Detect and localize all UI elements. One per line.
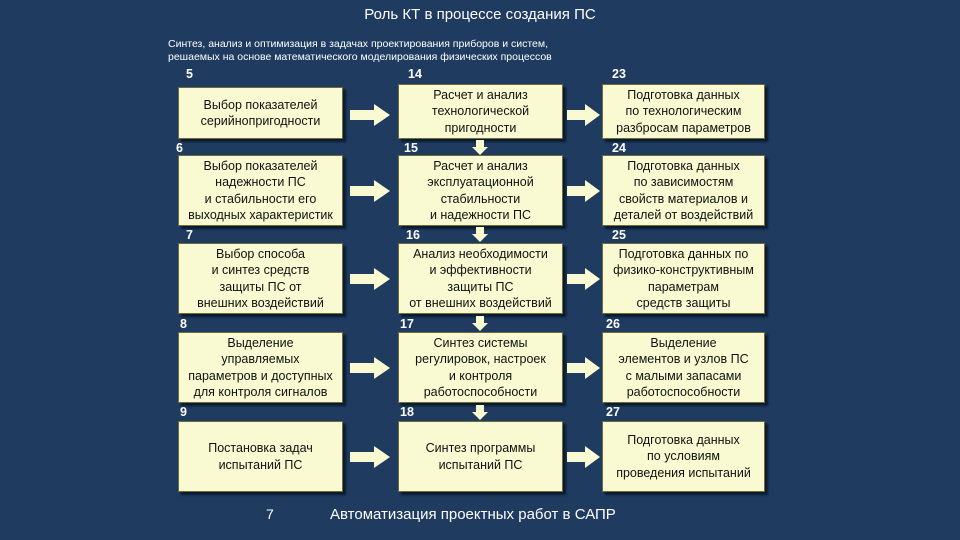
step-box-5: Выбор показателей серийнопригодности — [178, 87, 343, 139]
step-number-25: 25 — [612, 228, 626, 242]
slide-title: Роль КТ в процессе создания ПС — [364, 6, 596, 23]
step-box-7: Выбор способа и синтез средств защиты ПС от внешних воздействий — [178, 243, 343, 314]
down-arrow-icon — [472, 316, 488, 331]
right-arrow-icon — [350, 180, 392, 202]
step-number-14: 14 — [408, 67, 422, 81]
step-box-16: Анализ необходимости и эффективности защиты ПС от внешних воздействий — [398, 243, 563, 314]
step-number-16: 16 — [406, 228, 420, 242]
step-number-15: 15 — [404, 141, 418, 155]
subtitle-text: Синтез, анализ и оптимизация в задачах проектирования приборов и систем, решаемых на основе математического моделирования физических процессов — [168, 38, 552, 63]
right-arrow-icon — [567, 180, 601, 202]
step-number-6: 6 — [176, 141, 183, 155]
step-box-18: Синтез программы испытаний ПС — [398, 421, 563, 492]
step-box-24: Подготовка данных по зависимостям свойств материалов и деталей от воздействий — [602, 155, 765, 226]
step-box-27: Подготовка данных по условиям проведения испытаний — [602, 421, 765, 492]
down-arrow-icon — [472, 405, 488, 420]
step-box-17: Синтез системы регулировок, настроек и контроля работоспособности — [398, 332, 563, 403]
right-arrow-icon — [350, 446, 392, 468]
right-arrow-icon — [567, 357, 601, 379]
step-box-6: Выбор показателей надежности ПС и стабильности его выходных характеристик — [178, 155, 343, 226]
footer-page-number: 7 — [266, 506, 274, 522]
right-arrow-icon — [350, 268, 392, 290]
step-box-26: Выделение элементов и узлов ПС с малыми запасами работоспособности — [602, 332, 765, 403]
step-box-15: Расчет и анализ эксплуатационной стабильности и надежности ПС — [398, 155, 563, 226]
step-number-5: 5 — [186, 67, 193, 81]
step-number-23: 23 — [612, 67, 626, 81]
step-box-8: Выделение управляемых параметров и доступных для контроля сигналов — [178, 332, 343, 403]
step-box-23: Подготовка данных по технологическим разбросам параметров — [602, 84, 765, 139]
right-arrow-icon — [567, 268, 601, 290]
right-arrow-icon — [567, 104, 601, 126]
step-number-9: 9 — [180, 405, 187, 419]
down-arrow-icon — [472, 140, 488, 155]
step-number-8: 8 — [180, 317, 187, 331]
step-box-25: Подготовка данных по физико-конструктивным параметрам средств защиты — [602, 243, 765, 314]
slide-subtitle — [168, 38, 638, 64]
right-arrow-icon — [350, 104, 392, 126]
footer-title: Автоматизация проектных работ в САПР — [330, 506, 616, 523]
step-number-18: 18 — [400, 405, 414, 419]
step-box-9: Постановка задач испытаний ПС — [178, 421, 343, 492]
step-box-14: Расчет и анализ технологической пригодности — [398, 84, 563, 139]
step-number-26: 26 — [606, 317, 620, 331]
right-arrow-icon — [567, 446, 601, 468]
step-number-7: 7 — [186, 228, 193, 242]
step-number-17: 17 — [400, 317, 414, 331]
step-number-24: 24 — [612, 141, 626, 155]
right-arrow-icon — [350, 357, 392, 379]
step-number-27: 27 — [606, 405, 620, 419]
down-arrow-icon — [472, 227, 488, 242]
